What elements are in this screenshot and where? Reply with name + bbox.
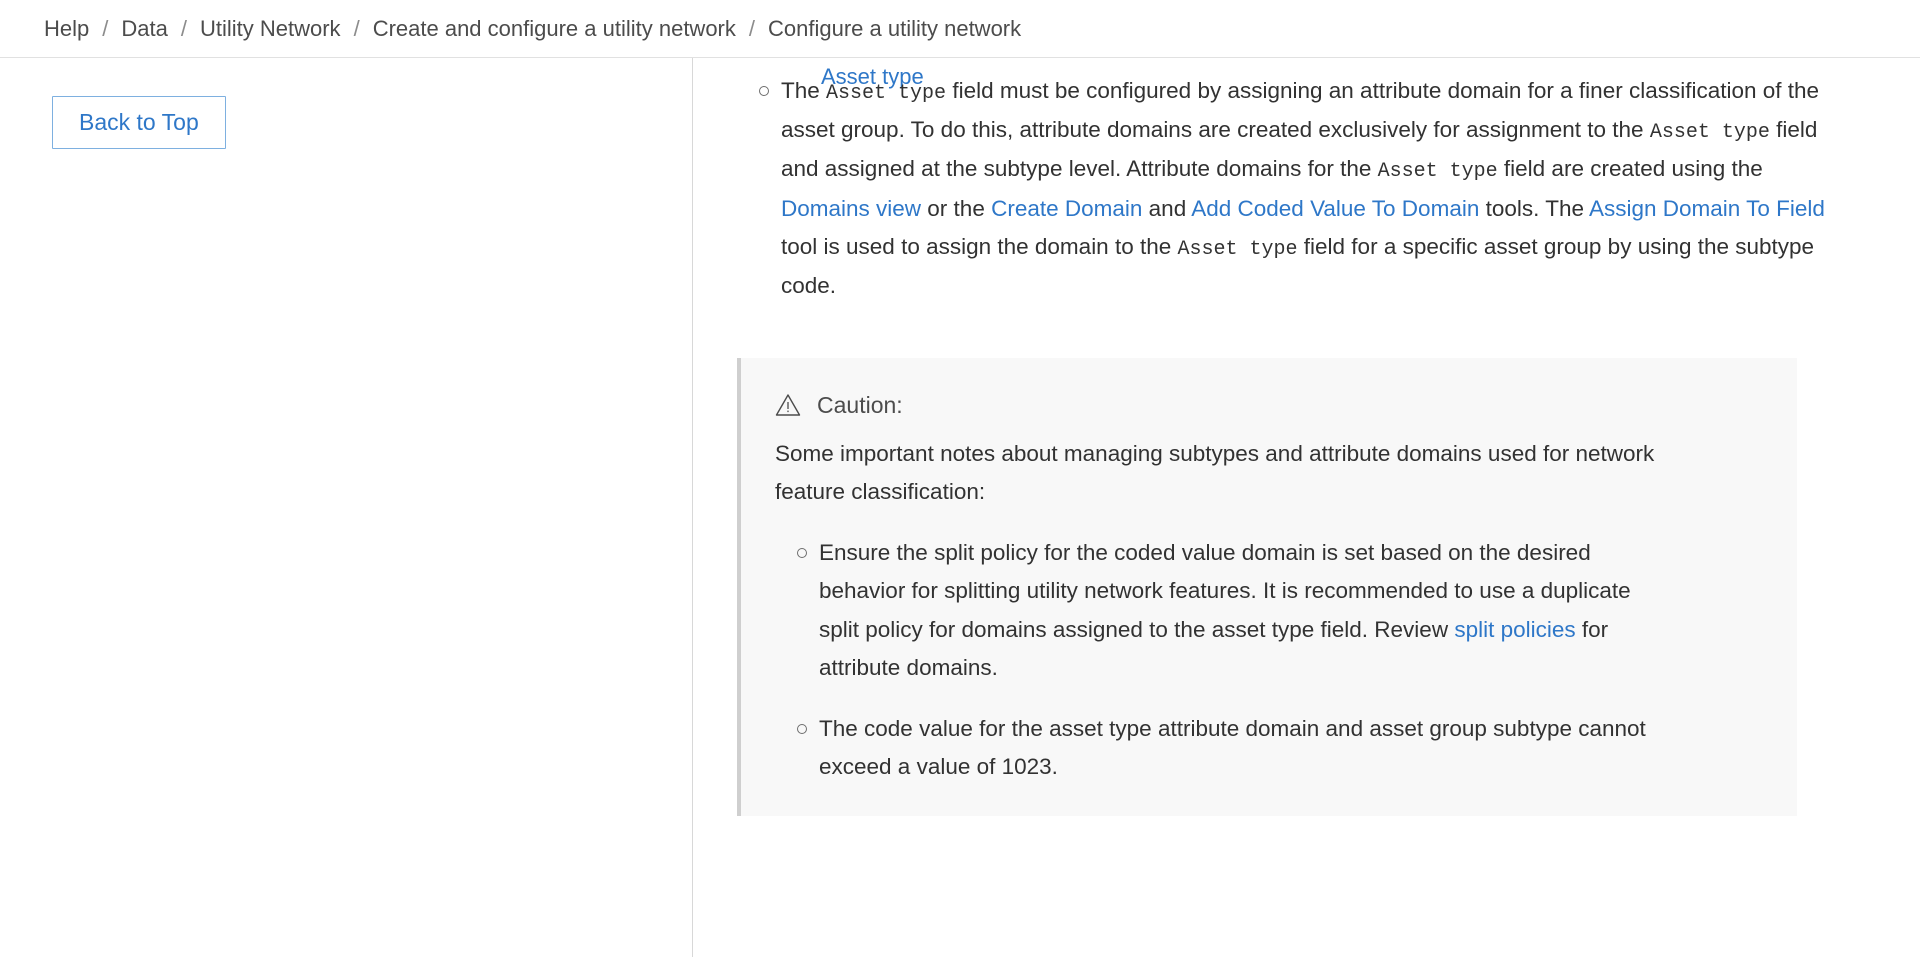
breadcrumb-item-create-and-configure[interactable]: Create and configure a utility network [372, 15, 736, 41]
text-fragment: tools. The [1479, 195, 1589, 221]
list-item [775, 534, 1655, 688]
text-fragment: field for a specific asset group by using the subtype code. [781, 234, 1815, 299]
list-item [775, 710, 1655, 787]
text-fragment: tool is used to assign the domain to the [781, 234, 1178, 260]
link-assign-domain-to-field[interactable]: Assign Domain To Field [1589, 195, 1825, 221]
text-fragment: and [1142, 195, 1192, 221]
page-body [0, 58, 1920, 957]
caution-header [775, 392, 1757, 419]
link-create-domain[interactable]: Create Domain [991, 195, 1143, 221]
content-inner [693, 72, 1873, 816]
breadcrumb-item-configure-a-utility-network[interactable]: Configure a utility network [768, 15, 1022, 41]
main-content [693, 58, 1920, 957]
breadcrumb-item-help[interactable]: Help [44, 15, 90, 41]
breadcrumb-item-data[interactable]: Data [121, 15, 168, 41]
asset-type-bullet-list [737, 72, 1825, 306]
link-domains-view[interactable]: Domains view [781, 195, 922, 221]
text-fragment: The [781, 78, 827, 103]
text-fragment: field and assigned at the subtype level. Attribute domains for the [781, 117, 1818, 182]
text-fragment: Ensure the split policy for the coded value domain is set based on the desired behavior for splitting utility network features. It is recommended to use a duplicate split policy for domains assigned to the asset type field. Review [819, 539, 1631, 642]
text-fragment: field are created using the [1497, 156, 1763, 182]
text-fragment: or the [921, 195, 992, 221]
code-asset-type: Asset type [826, 82, 947, 105]
caution-bullet-list [775, 534, 1757, 787]
link-add-coded-value-to-domain[interactable]: Add Coded Value To Domain [1191, 195, 1480, 221]
left-sidebar [0, 58, 693, 957]
list-item [737, 72, 1825, 306]
text-fragment: field must be configured by assigning an attribute domain for a finer classification of the asset group. To do this, attribute domains are created exclusively for assignment to the [781, 78, 1820, 143]
breadcrumb-item-utility-network[interactable]: Utility Network [199, 15, 341, 41]
warning-triangle-icon [775, 393, 801, 417]
code-asset-type: Asset type [1377, 160, 1498, 184]
text-fragment: The code value for the asset type attribute domain and asset group subtype cannot exceed a value of 1023. [819, 715, 1646, 779]
caution-title: Caution: [817, 391, 903, 418]
link-split-policies[interactable]: split policies [1454, 616, 1576, 642]
breadcrumb [0, 0, 1920, 58]
breadcrumb-separator: / [102, 15, 109, 41]
clipped-previous-line: Asset type [821, 64, 924, 89]
breadcrumb-separator: / [748, 15, 756, 41]
caution-callout [737, 358, 1797, 817]
code-asset-type: Asset type [1649, 121, 1770, 145]
back-to-top-button[interactable]: Back to Top [52, 96, 226, 149]
caution-lead-text: Some important notes about managing subtypes and attribute domains used for network feature classification: [775, 440, 1655, 505]
code-asset-type: Asset type [1177, 238, 1298, 262]
breadcrumb-separator: / [180, 15, 187, 41]
text-fragment: for attribute domains. [819, 616, 1609, 681]
breadcrumb-separator: / [353, 15, 360, 41]
